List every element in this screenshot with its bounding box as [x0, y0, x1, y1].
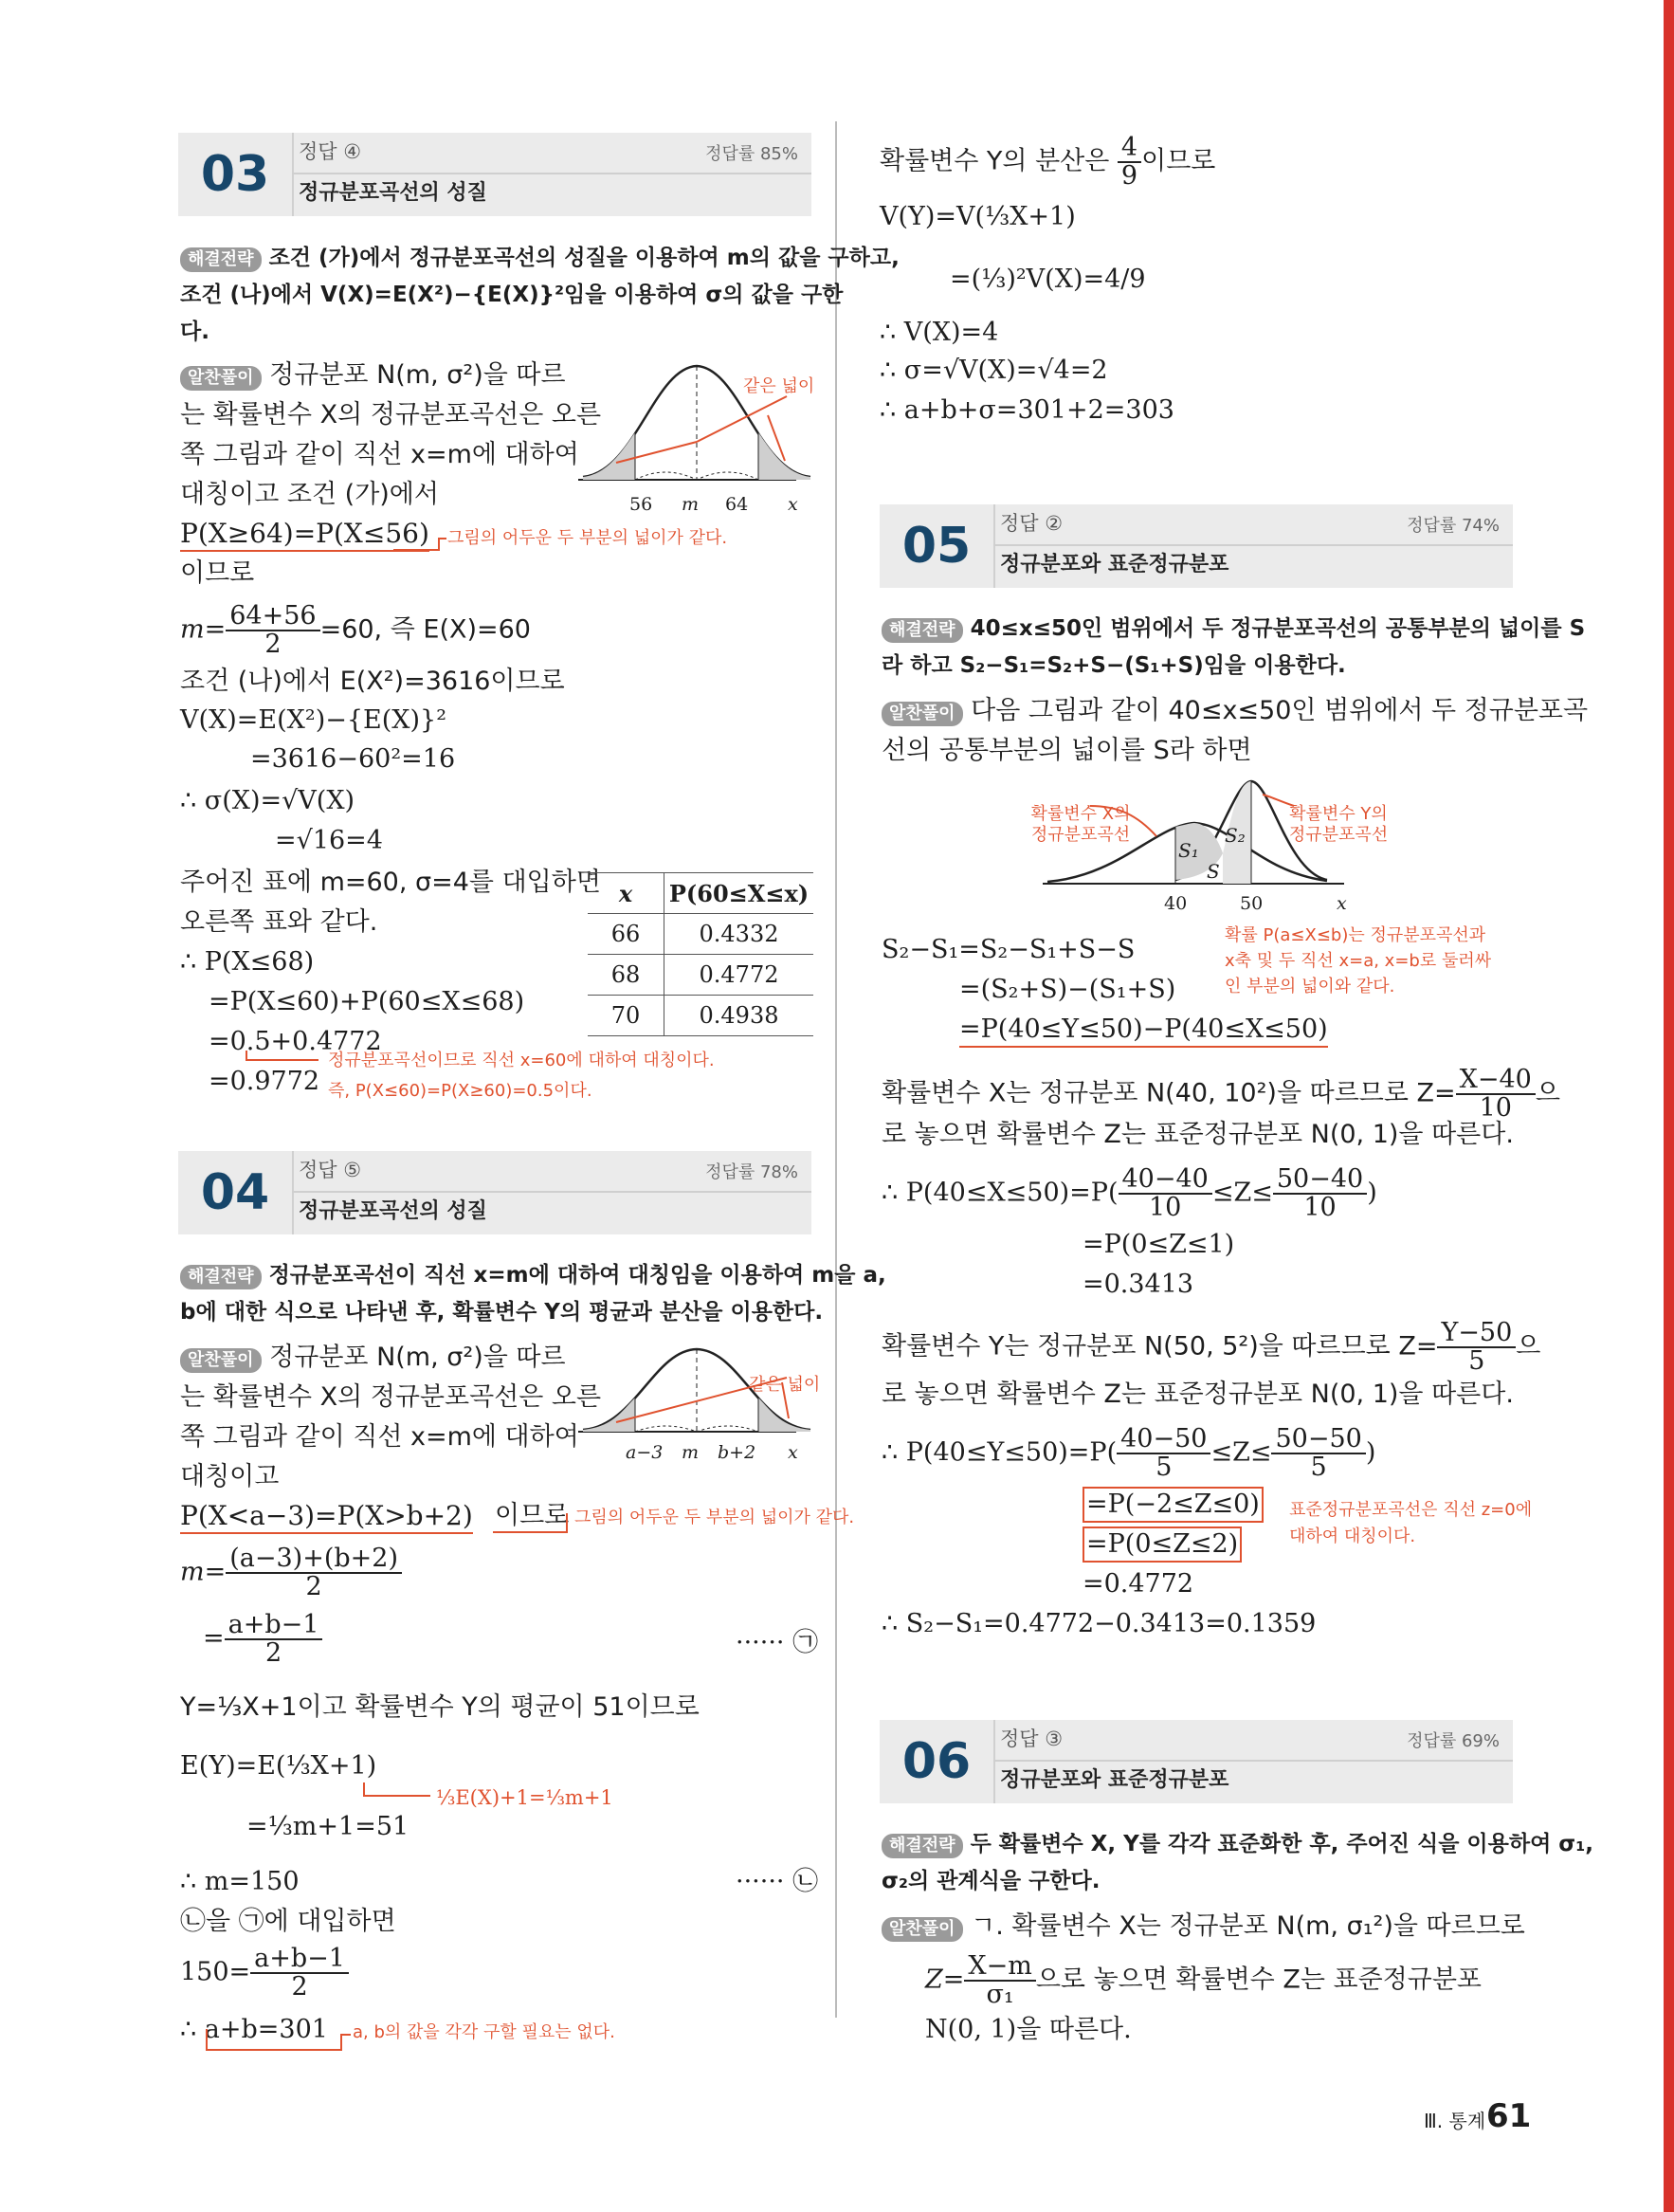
q06-title: 정규분포와 표준정규분포 [1000, 1768, 1229, 1792]
q05-strategy-line1: 해결전략 40≤x≤50인 범위에서 두 정규분포곡선의 공통부분의 넓이를 S [882, 612, 1585, 645]
q03-tick-x: x [788, 494, 798, 515]
q03-tick-m: m [682, 494, 700, 515]
q04cont-vy1: V(Y)=V(⅓X+1) [880, 202, 1076, 231]
footer-section: Ⅲ. 통계 [1424, 2110, 1486, 2132]
q03-number: 03 [178, 133, 292, 216]
q04-m-equation1: m= $\frac{(a-3)+(b+2)}{2}$ [180, 1545, 402, 1600]
q04-note-final: a, b의 값을 각각 구할 필요는 없다. [353, 2022, 615, 2042]
q04-ey1: E(Y)=E(⅓X+1) [180, 1751, 377, 1781]
table-row: 70 0.4938 [588, 996, 813, 1036]
q05-py4: =0.4772 [1083, 1569, 1194, 1599]
q05-strategy-line2: 라 하고 S₂−S₁=S₂+S−(S₁+S)임을 이용한다. [882, 653, 1346, 678]
table-header-x: x [588, 873, 664, 914]
q04-note-p: 그림의 어두운 두 부분의 넓이가 같다. [574, 1508, 855, 1527]
q03-condition2: 조건 (나)에서 E(X²)=3616이므로 [180, 667, 565, 696]
q04-mark2: ······ ㉡ [736, 1867, 819, 1896]
q04-header [178, 1151, 811, 1234]
q03-title: 정규분포곡선의 성질 [299, 181, 487, 205]
strategy-badge: 해결전략 [882, 1834, 963, 1858]
q05-note-py1: 표준정규분포곡선은 직선 z=0에 [1289, 1500, 1533, 1520]
q03-note-p: 그림의 어두운 두 부분의 넓이가 같다. [447, 528, 728, 548]
q03-correct-rate: 정답률 85% [705, 144, 798, 164]
q05-final: ∴ S₂−S₁=0.4772−0.3413=0.1359 [882, 1609, 1317, 1638]
q03-strategy-line2: 조건 (나)에서 V(X)=E(X²)−{E(X)}²임을 이용하여 σ의 값을 구한 [180, 283, 844, 307]
q04-note-ey: ⅓E(X)+1=⅓m+1 [436, 1786, 613, 1809]
table-row: 66 0.4332 [588, 914, 813, 955]
q05-py1: ∴ P(40≤Y≤50)=P( $\frac{40-50}{5}$ ≤Z≤ $\frac{50-50}{5}$ ) [882, 1424, 1376, 1482]
q04-tick-b+2: b+2 [718, 1442, 756, 1463]
q04cont-vy2: =(⅓)²V(X)=4/9 [950, 265, 1146, 294]
q05-solution-line1: 알찬풀이 다음 그림과 같이 40≤x≤50인 범위에서 두 정규분포곡 [882, 695, 1588, 727]
q05-eq3: =P(40≤Y≤50)−P(40≤X≤50) [959, 1014, 1328, 1048]
q05-eq2: =(S₂+S)−(S₁+S) [959, 975, 1176, 1004]
q05-py2: =P(−2≤Z≤0) [1083, 1487, 1264, 1523]
q05-note-eq1: 확률 P(a≤X≤b)는 정규분포곡선과 [1225, 925, 1486, 945]
q03-graph-note: 같은 넓이 [743, 376, 815, 396]
q03-strategy-line1: 해결전략 조건 (가)에서 정규분포곡선의 성질을 이용하여 m의 값을 구하고, [180, 242, 900, 274]
q04cont-sum: ∴ a+b+σ=301+2=303 [880, 395, 1174, 425]
q04-solution-line2: 는 확률변수 X의 정규분포곡선은 오른 [180, 1382, 602, 1412]
q05-y-curve-label: 확률변수 Y의 정규분포곡선 [1288, 804, 1389, 845]
q05-note-eq3: 인 부분의 넓이와 같다. [1225, 977, 1395, 996]
q03-variance2: =3616−60²=16 [250, 744, 456, 774]
q05-label-s2: S₂ [1225, 824, 1246, 847]
q03-header [178, 133, 811, 216]
strategy-badge: 해결전략 [180, 247, 262, 272]
q05-number: 05 [880, 504, 993, 588]
q06-correct-rate: 정답률 69% [1407, 1731, 1500, 1751]
q04cont-variance-line: 확률변수 Y의 분산은 $\frac{4}{9}$ 이므로 [880, 133, 1216, 191]
q05-py3: =P(0≤Z≤2) [1083, 1526, 1242, 1563]
q05-y-standardize1: 확률변수 Y는 정규분포 N(50, 5²)을 따르므로 Z= $\frac{Y-50}{5}$ 으 [882, 1318, 1541, 1376]
q03-note-half1: 정규분포곡선이므로 직선 x=60에 대하여 대칭이다. [328, 1051, 715, 1070]
q04-strategy-line2: b에 대한 식으로 나타낸 후, 확률변수 Y의 평균과 분산을 이용한다. [180, 1300, 824, 1325]
q04-tick-m: m [682, 1442, 700, 1463]
solution-badge: 알찬풀이 [180, 366, 262, 391]
page-number: 61 [1486, 2097, 1532, 2135]
q03-p3: =0.5+0.4772 [209, 1027, 382, 1056]
q04-m-equation2: = $\frac{a+b-1}{2}$ [203, 1612, 322, 1667]
q03-note-half2: 즉, P(X≤60)=P(X≥60)=0.5이다. [328, 1081, 592, 1101]
q05-x-standardize1: 확률변수 X는 정규분포 N(40, 10²)을 따르므로 Z= $\frac{X-40}{10}$ 으 [882, 1065, 1560, 1123]
q03-sigma2: =√16=4 [275, 826, 383, 855]
table-row: 68 0.4772 [588, 955, 813, 996]
q03-half-arrow [243, 1051, 328, 1079]
q04-answer-label: 정답 ⑤ [299, 1159, 362, 1181]
q03-note-arrow [393, 531, 450, 559]
q03-solution-line4: 대칭이고 조건 (가)에서 [180, 480, 439, 509]
strategy-badge: 해결전략 [180, 1265, 262, 1289]
page-edge-stripe [1664, 0, 1674, 2212]
q04-correct-rate: 정답률 78% [705, 1162, 798, 1182]
q04-ey-arrow [360, 1782, 436, 1811]
q05-header [880, 504, 1513, 588]
q05-correct-rate: 정답률 74% [1407, 516, 1500, 536]
q06-header [880, 1720, 1513, 1803]
q05-x-curve-label: 확률변수 X의 정규분포곡선 [1030, 804, 1131, 845]
q04-eq-p: P(X<a−3)=P(X>b+2) [180, 1500, 473, 1534]
solution-badge: 알찬풀이 [882, 1917, 963, 1942]
q05-eq1: S₂−S₁=S₂−S₁+S−S [882, 935, 1136, 964]
q05-px3: =0.3413 [1083, 1270, 1194, 1299]
q05-title: 정규분포와 표준정규분포 [1000, 553, 1229, 576]
q04-solution-line4: 대칭이고 [180, 1462, 280, 1491]
q04-y-definition: Y=⅓X+1이고 확률변수 Y의 평균이 51이므로 [180, 1692, 700, 1722]
solution-badge: 알찬풀이 [180, 1348, 262, 1373]
q04-mark1: ······ ㉠ [736, 1628, 819, 1657]
q03-p1: ∴ P(X≤68) [180, 947, 315, 977]
q04-final: ∴ a+b=301 [180, 2015, 328, 2044]
q03-variance1: V(X)=E(X²)−{E(X)}² [180, 705, 447, 735]
q05-tick-40: 40 [1164, 893, 1188, 914]
q03-p4: =0.9772 [209, 1067, 320, 1096]
strategy-badge: 해결전략 [882, 618, 963, 643]
q04-substitute: ㉡을 ㉠에 대입하면 [180, 1907, 396, 1936]
q03-eq-p: P(X≥64)=P(X≤56) [180, 518, 429, 552]
q05-px2: =P(0≤Z≤1) [1083, 1230, 1235, 1259]
q06-solution-line3: N(0, 1)을 따른다. [925, 2015, 1132, 2044]
q06-strategy-line2: σ₂의 관계식을 구한다. [882, 1869, 1101, 1893]
q04-solution-line1: 알찬풀이 정규분포 N(m, σ²)을 따르 [180, 1342, 566, 1374]
q04-graph-note: 같은 넓이 [749, 1375, 821, 1395]
q04-solution-line3: 쪽 그림과 같이 직선 x=m에 대하여 [180, 1422, 579, 1452]
q03-sigma1: ∴ σ(X)=√V(X) [180, 786, 355, 815]
q05-label-s1: S₁ [1178, 839, 1199, 862]
q06-z-definition: Z= $\frac{X-m}{\text{σ₁}}$ 으로 놓으면 확률변수 Z는 표준정규분포 [925, 1951, 1482, 2009]
q05-tick-50: 50 [1240, 893, 1264, 914]
q05-tick-x: x [1337, 893, 1347, 914]
q06-number: 06 [880, 1720, 993, 1803]
q04cont-vx: ∴ V(X)=4 [880, 318, 999, 347]
q03-p2: =P(X≤60)+P(60≤X≤68) [209, 987, 525, 1016]
q05-note-eq2: x축 및 두 직선 x=a, x=b로 둘러싸 [1225, 951, 1492, 971]
q04-tick-x: x [788, 1442, 798, 1463]
q03-strategy-line3: 다. [180, 320, 209, 344]
q04-title: 정규분포곡선의 성질 [299, 1199, 487, 1223]
q03-substitute1: 주어진 표에 m=60, σ=4를 대입하면 [180, 868, 601, 897]
q03-substitute2: 오른쪽 표와 같다. [180, 907, 378, 937]
q04-number: 04 [178, 1151, 292, 1234]
q04-strategy-line1: 해결전략 정규분포곡선이 직선 x=m에 대하여 대칭임을 이용하여 m을 a, [180, 1259, 886, 1291]
q06-solution-line1: 알찬풀이 ㄱ. 확률변수 X는 정규분포 N(m, σ₁²)을 따르므로 [882, 1910, 1525, 1943]
q03-solution-line1: 알찬풀이 정규분포 N(m, σ²)을 따르 [180, 359, 566, 392]
q05-y-standardize2: 로 놓으면 확률변수 Z는 표준정규분포 N(0, 1)을 따른다. [882, 1380, 1514, 1409]
q05-answer-label: 정답 ② [1000, 512, 1064, 535]
table-header-p: P(60≤X≤x) [664, 873, 814, 914]
q04-m150: ∴ m=150 [180, 1867, 300, 1896]
q05-x-standardize2: 로 놓으면 확률변수 Z는 표준정규분포 N(0, 1)을 따른다. [882, 1120, 1514, 1149]
q04-tick-a-3: a−3 [626, 1442, 664, 1463]
q05-px1: ∴ P(40≤X≤50)=P( $\frac{40-40}{10}$ ≤Z≤ $\frac{50-40}{10}$ ) [882, 1164, 1377, 1222]
q03-m-equation: m= $\frac{64+56}{2}$ =60, 즉 E(X)=60 [180, 601, 531, 659]
q05-label-s: S [1207, 860, 1220, 883]
column-divider [835, 121, 837, 2018]
q04-ey2: =⅓m+1=51 [246, 1812, 409, 1841]
q04-eq150: 150= $\frac{a+b-1}{2}$ [180, 1946, 349, 2001]
q03-tick-56: 56 [629, 494, 653, 515]
q05-solution-line2: 선의 공통부분의 넓이를 S라 하면 [882, 736, 1252, 765]
q03-answer-label: 정답 ④ [299, 140, 362, 163]
q03-tick-64: 64 [725, 494, 749, 515]
q04-imeuro: 이므로 [495, 1501, 570, 1530]
q04-note-arrow [493, 1513, 569, 1542]
q06-answer-label: 정답 ③ [1000, 1728, 1064, 1750]
q03-probability-table [588, 872, 813, 1036]
q03-solution-line2: 는 확률변수 X의 정규분포곡선은 오른 [180, 400, 602, 430]
q04cont-sigma: ∴ σ=√V(X)=√4=2 [880, 356, 1108, 385]
q06-strategy-line1: 해결전략 두 확률변수 X, Y를 각각 표준화한 후, 주어진 식을 이용하여 σ₁, [882, 1828, 1593, 1860]
q03-imeuro: 이므로 [180, 558, 255, 588]
solution-badge: 알찬풀이 [882, 702, 963, 726]
q03-solution-line3: 쪽 그림과 같이 직선 x=m에 대하여 [180, 440, 579, 469]
q05-note-py2: 대하여 대칭이다. [1289, 1526, 1416, 1546]
